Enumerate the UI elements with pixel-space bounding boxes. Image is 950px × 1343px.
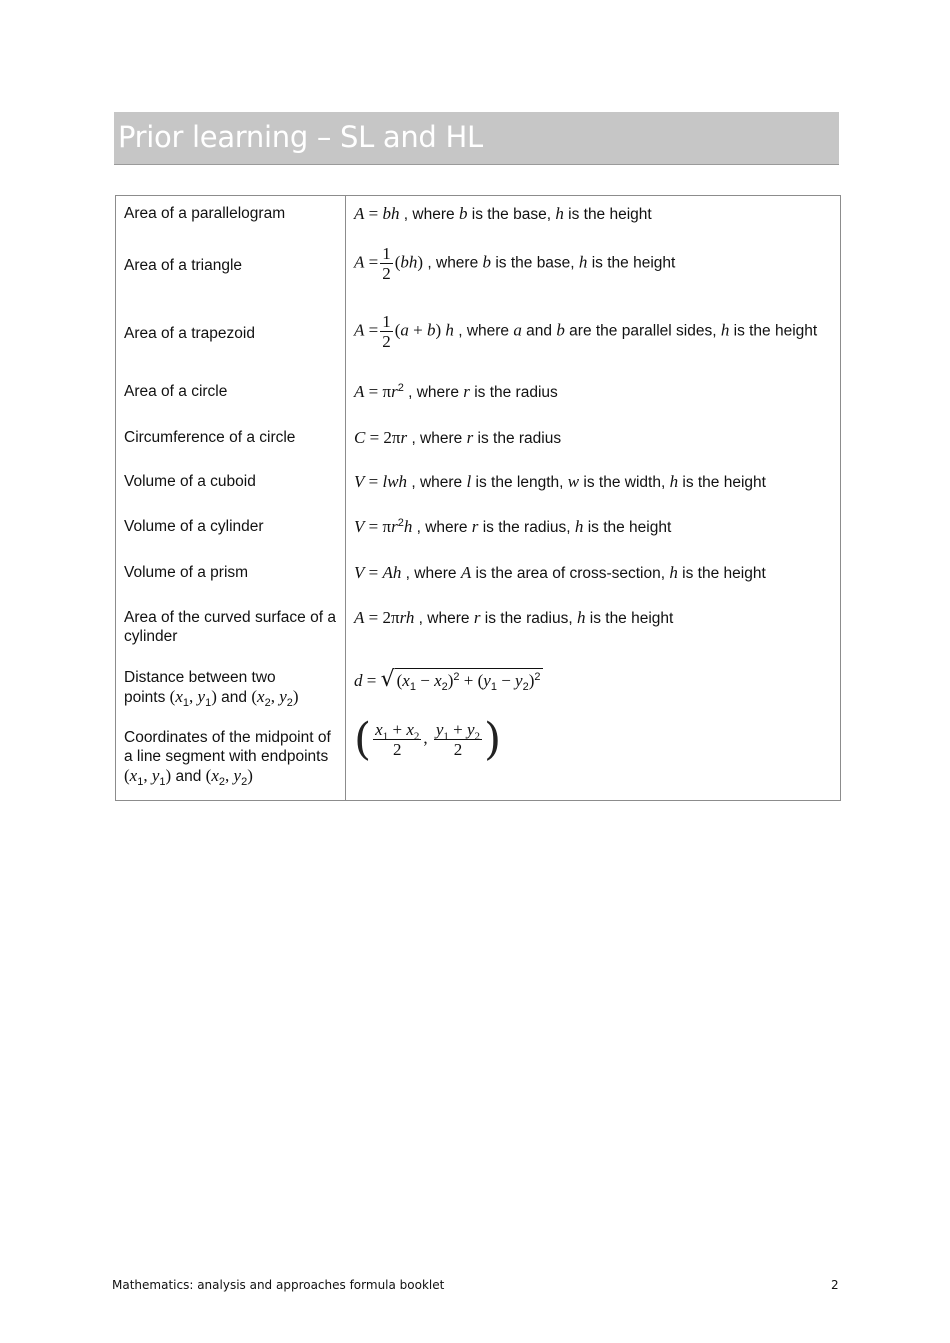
table-row: [116, 374, 841, 420]
page-number: 2: [831, 1278, 839, 1292]
table-row: [116, 600, 841, 660]
formula-cell: C = 2πr , where r is the radius: [354, 427, 562, 447]
formula-description: Volume of a cylinder: [116, 509, 346, 555]
formula-cell: d = √ $(x_1 - x_2)^2 + (y_1 - y_2)^2$: [354, 666, 541, 693]
section-banner: [114, 112, 839, 165]
formula-description: Area of a circle: [116, 374, 346, 420]
table-row: [116, 464, 841, 509]
formula-cell: A = 2πrh , where r is the radius, h is the height: [354, 607, 674, 627]
table-row: [116, 420, 841, 464]
formula-description: Area of a trapezoid: [116, 312, 346, 374]
formula-cell: V = Ah , where A is the area of cross-section, h is the height: [354, 562, 766, 582]
formula-description: Volume of a cuboid: [116, 464, 346, 509]
formula-description: Circumference of a circle: [116, 420, 346, 464]
section-title: Prior learning – SL and HL: [118, 120, 483, 154]
table-row: [116, 660, 841, 720]
footer-booklet-title: Mathematics: analysis and approaches formula booklet: [112, 1278, 445, 1292]
formula-description: Coordinates of the midpoint of a line segment with endpoints ($x_1$, $y_1$) and ($x_2$, $y_2$): [116, 720, 346, 801]
table-row: [116, 196, 841, 244]
formula-cell: ( $\frac{x_1 + x_2}{2}$ , $\frac{y_1 + y_2}{2}$ ): [354, 713, 502, 765]
formula-description: Area of the curved surface of a cylinder: [116, 600, 346, 660]
table-row: [116, 509, 841, 555]
table-row: [116, 555, 841, 600]
formula-cell: A = $\frac{1}{2}$ (bh) , where b is the base, h is the height: [354, 243, 676, 283]
formula-cell: $A = \pi r^2$ , where r is the radius: [354, 381, 558, 401]
formula-table: [115, 195, 841, 801]
formula-cell: A = $\frac{1}{2}$ (a + b) h , where a and b are the parallel sides, h is the height: [354, 311, 818, 351]
formula-cell: V = lwh , where l is the length, w is the width, h is the height: [354, 471, 766, 491]
table-row: [116, 244, 841, 312]
formula-description: Distance between two points ($x_1$, $y_1$) and ($x_2$, $y_2$): [116, 660, 346, 720]
formula-cell: A = bh , where b is the base, h is the height: [354, 204, 652, 223]
table-row: [116, 720, 841, 801]
table-row: [116, 312, 841, 374]
formula-description: Area of a parallelogram: [116, 196, 346, 244]
formula-cell: $V = \pi r^2h$ , where r is the radius, h is the height: [354, 516, 672, 536]
formula-description: Volume of a prism: [116, 555, 346, 600]
formula-description: Area of a triangle: [116, 244, 346, 312]
